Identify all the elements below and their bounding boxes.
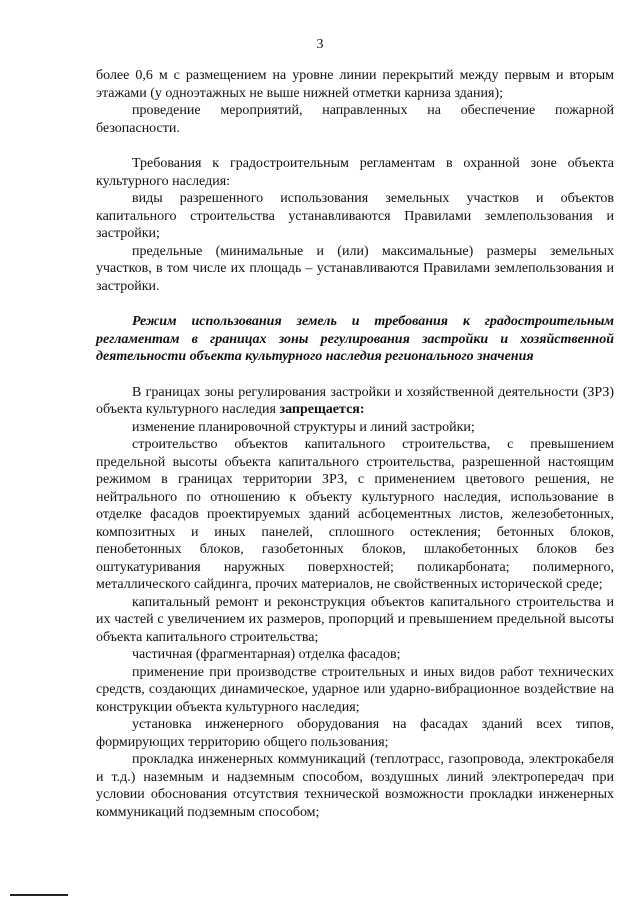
section-heading: Режим использования земель и требования к градостроительным регламентам в границах зоны регулирования застройки и хозяйственной деятельности объекта культурного наследия регионального значения: [96, 314, 614, 364]
paragraph: прокладка инженерных коммуникаций (теплотрасс, газопровода, электрокабеля и т.д.) наземным и надземным способом, воздушных линий электропередач при условии обоснования отсутствия технической возможности прокладки инженерных коммуникаций подземным способом;: [96, 752, 614, 820]
paragraph: проведение мероприятий, направленных на обеспечение пожарной безопасности.: [96, 103, 614, 136]
paragraph: предельные (минимальные и (или) максимальные) размеры земельных участков, в том числе их площадь – устанавливаются Правилами землепользования и застройки.: [96, 243, 614, 294]
paragraph-text: В границах зоны регулирования застройки и хозяйственной деятельности (ЗРЗ) объекта культурного наследия: [96, 384, 614, 417]
paragraph: строительство объектов капитального строительства, с превышением предельной высоты объекта капитального строительства, разрешенной настоящим режимом в границах территории ЗРЗ, с применением цветового решения, не нейтрального по отношению к объекту культурного наследия, использование в отделке фасадов проектируемых зданий асбоцементных листов, железобетонных, композитных и иных панелей, сплошного остекления; бетонных блоков, пенобетонных блоков, газобетонных блоков, шлакобетонных блоков без оштукатуривания наружных поверхностей; поликарбоната; полимерного, металлического сайдинга, прочих материалов, не свойственных исторической среде;: [96, 437, 614, 592]
prohibited-label: запрещается:: [279, 402, 365, 417]
spacer: [96, 295, 614, 313]
page-number: 3: [316, 37, 324, 52]
paragraph: применение при производстве строительных и иных видов работ технических средств, создающих динамическое, ударное или ударно-вибрационное воздействие на конструкции объекта культурного наследия;: [96, 664, 614, 715]
spacer: [96, 366, 614, 384]
paragraph: виды разрешенного использования земельных участков и объектов капитального строительства устанавливаются Правилами землепользования и застройки;: [96, 191, 614, 241]
paragraph: частичная (фрагментарная) отделка фасадов;: [132, 647, 401, 662]
footer-rule: [10, 894, 68, 896]
paragraph: более 0,6 м с размещением на уровне линии перекрытий между первым и вторым этажами (у одноэтажных не выше нижней отметки карниза здания);: [96, 68, 614, 101]
paragraph: Требования к градостроительным регламентам в охранной зоне объекта культурного наследия:: [96, 156, 614, 189]
paragraph: капитальный ремонт и реконструкция объектов капитального строительства и их частей с увеличением их размеров, пропорций и превышением предельной высоты объекта капитального строительства;: [96, 594, 614, 645]
spacer: [96, 137, 614, 155]
paragraph: изменение планировочной структуры и линий застройки;: [132, 419, 475, 435]
paragraph: установка инженерного оборудования на фасадах зданий всех типов, формирующих территорию общего пользования;: [96, 717, 614, 750]
paragraph: [96, 384, 614, 419]
document-body: [96, 67, 614, 821]
